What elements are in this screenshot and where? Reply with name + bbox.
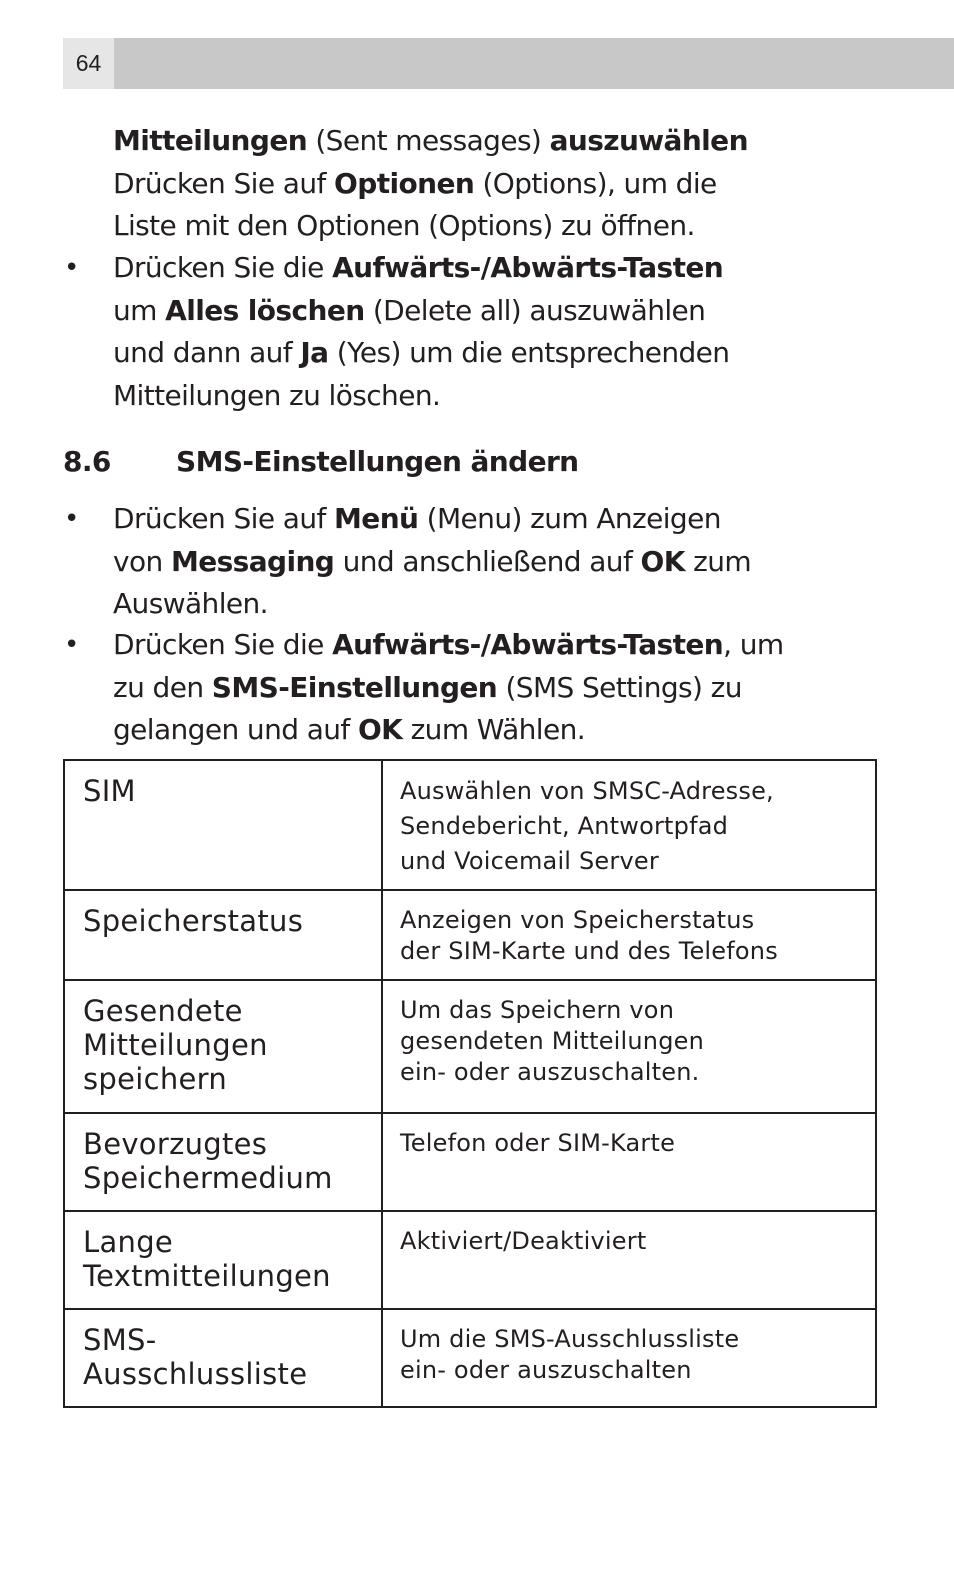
setting-name-cell (64, 1113, 382, 1211)
cell-line: der SIM-Karte und des Telefons (400, 937, 778, 965)
cell-line: Mitteilungen (83, 1028, 268, 1062)
setting-name-cell (64, 760, 382, 890)
cell-line: ein- oder auszuschalten (400, 1356, 692, 1384)
cell-line: Um das Speichern von (400, 996, 675, 1024)
cell-line: Gesendete (83, 994, 243, 1028)
setting-name-cell (64, 1211, 382, 1309)
text-line: Drücken Sie die Aufwärts-/Abwärts-Tasten, um (113, 628, 784, 661)
text-line: von Messaging und anschließend auf OK zum (113, 544, 752, 578)
text-line: um Alles löschen (Delete all) auszuwählen (113, 293, 706, 327)
bullet-point: • (64, 504, 80, 534)
table-row (64, 1113, 876, 1211)
cell-line: SMS- (83, 1323, 157, 1357)
cell-line: SIM (83, 774, 136, 808)
setting-name-cell (64, 890, 382, 980)
bullet-text-sms-settings (113, 624, 913, 752)
text-line: zu den SMS-Einstellungen (SMS Settings) zu (113, 670, 742, 704)
cell-line: Aktiviert/Deaktiviert (400, 1227, 647, 1255)
setting-description-cell (382, 1113, 876, 1211)
cell-line: Lange (83, 1225, 174, 1259)
cell-line: Ausschlussliste (83, 1357, 308, 1391)
cell-line: ein- oder auszuschalten. (400, 1058, 700, 1086)
text-line: Drücken Sie die Aufwärts-/Abwärts-Tasten (113, 251, 724, 284)
page-header-bar (63, 38, 954, 89)
setting-description-cell (382, 760, 876, 890)
cell-line: Telefon oder SIM-Karte (400, 1129, 676, 1157)
bullet-point: • (64, 253, 80, 283)
text-line: Liste mit den Optionen (Options) zu öffnen. (113, 209, 695, 242)
setting-description-cell (382, 890, 876, 980)
cell-line: Auswählen von SMSC-Adresse, (400, 777, 774, 805)
cell-line: Textmitteilungen (83, 1259, 331, 1293)
text-line: Mitteilungen (Sent messages) auszuwählen (113, 124, 748, 157)
text-line: Drücken Sie auf Menü (Menu) zum Anzeigen (113, 502, 721, 535)
bullet-text-delete-all (113, 247, 913, 417)
text-line: Mitteilungen zu löschen. (113, 378, 441, 412)
setting-name-cell (64, 980, 382, 1113)
cell-line: Sendebericht, Antwortpfad (400, 812, 729, 840)
setting-description-cell (382, 980, 876, 1113)
section-number: 8.6 (63, 445, 111, 478)
text-line: gelangen und auf OK zum Wählen. (113, 713, 586, 746)
cell-line: Bevorzugtes (83, 1127, 268, 1161)
text-line: Drücken Sie auf Optionen (Options), um die (113, 166, 717, 200)
paragraph-continuation (113, 120, 913, 248)
text-line: und dann auf Ja (Yes) um die entsprechenden (113, 336, 730, 369)
cell-line: gesendeten Mitteilungen (400, 1027, 705, 1055)
sms-settings-table (63, 759, 877, 1408)
bullet-point: • (64, 630, 80, 660)
bullet-text-menu (113, 498, 913, 626)
page-number: 64 (63, 38, 114, 89)
section-title: SMS-Einstellungen ändern (176, 445, 579, 478)
table-row (64, 760, 876, 890)
cell-line: speichern (83, 1062, 228, 1096)
table-row (64, 1309, 876, 1407)
table-row (64, 980, 876, 1113)
cell-line: Speichermedium (83, 1161, 333, 1195)
cell-line: Um die SMS-Ausschlussliste (400, 1325, 740, 1353)
text-line: Auswählen. (113, 587, 268, 620)
cell-line: Speicherstatus (83, 904, 304, 938)
setting-name-cell (64, 1309, 382, 1407)
cell-line: Anzeigen von Speicherstatus (400, 906, 755, 934)
table-row (64, 890, 876, 980)
cell-line: und Voicemail Server (400, 847, 659, 875)
setting-description-cell (382, 1309, 876, 1407)
table-row (64, 1211, 876, 1309)
setting-description-cell (382, 1211, 876, 1309)
